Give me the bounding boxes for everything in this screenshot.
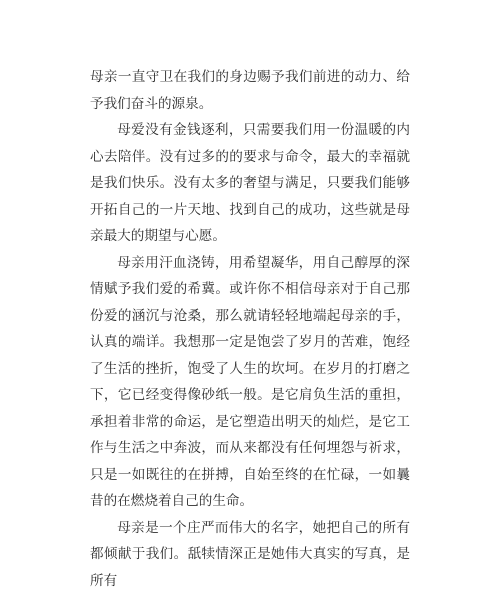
document-body <box>90 64 410 594</box>
paragraph-2: 母爱没有金钱逐利，只需要我们用一份温暖的内心去陪伴。没有过多的的要求与命令，最大的幸福就是我们快乐。没有太多的奢望与满足，只要我们能够开拓自己的一片天地、找到自己的成功，这些就是母亲最大的期望与心愿。 <box>90 117 410 250</box>
paragraph-4: 母亲是一个庄严而伟大的名字，她把自己的所有都倾献于我们。舐犊情深正是她伟大真实的写真，是所有 <box>90 515 410 594</box>
paragraph-1: 母亲一直守卫在我们的身边赐予我们前进的动力、给予我们奋斗的源泉。 <box>90 64 410 117</box>
paragraph-3: 母亲用汗血浇铸，用希望凝华，用自己醇厚的深情赋予我们爱的希冀。或许你不相信母亲对于自己那份爱的涵沉与沧桑，那么就请轻轻地端起母亲的手，认真的端详。我想那一定是饱尝了岁月的苦难，饱经了生活的挫折，饱受了人生的坎坷。在岁月的打磨之下，它已经变得像砂纸一般。是它肩负生活的重担，承担着非常的命运，是它塑造出明天的灿烂，是它工作与生活之中奔波，而从来都没有任何埋怨与祈求，只是一如既往的在拼搏，自始至终的在忙碌，一如曩昔的在燃烧着自己的生命。 <box>90 250 410 515</box>
